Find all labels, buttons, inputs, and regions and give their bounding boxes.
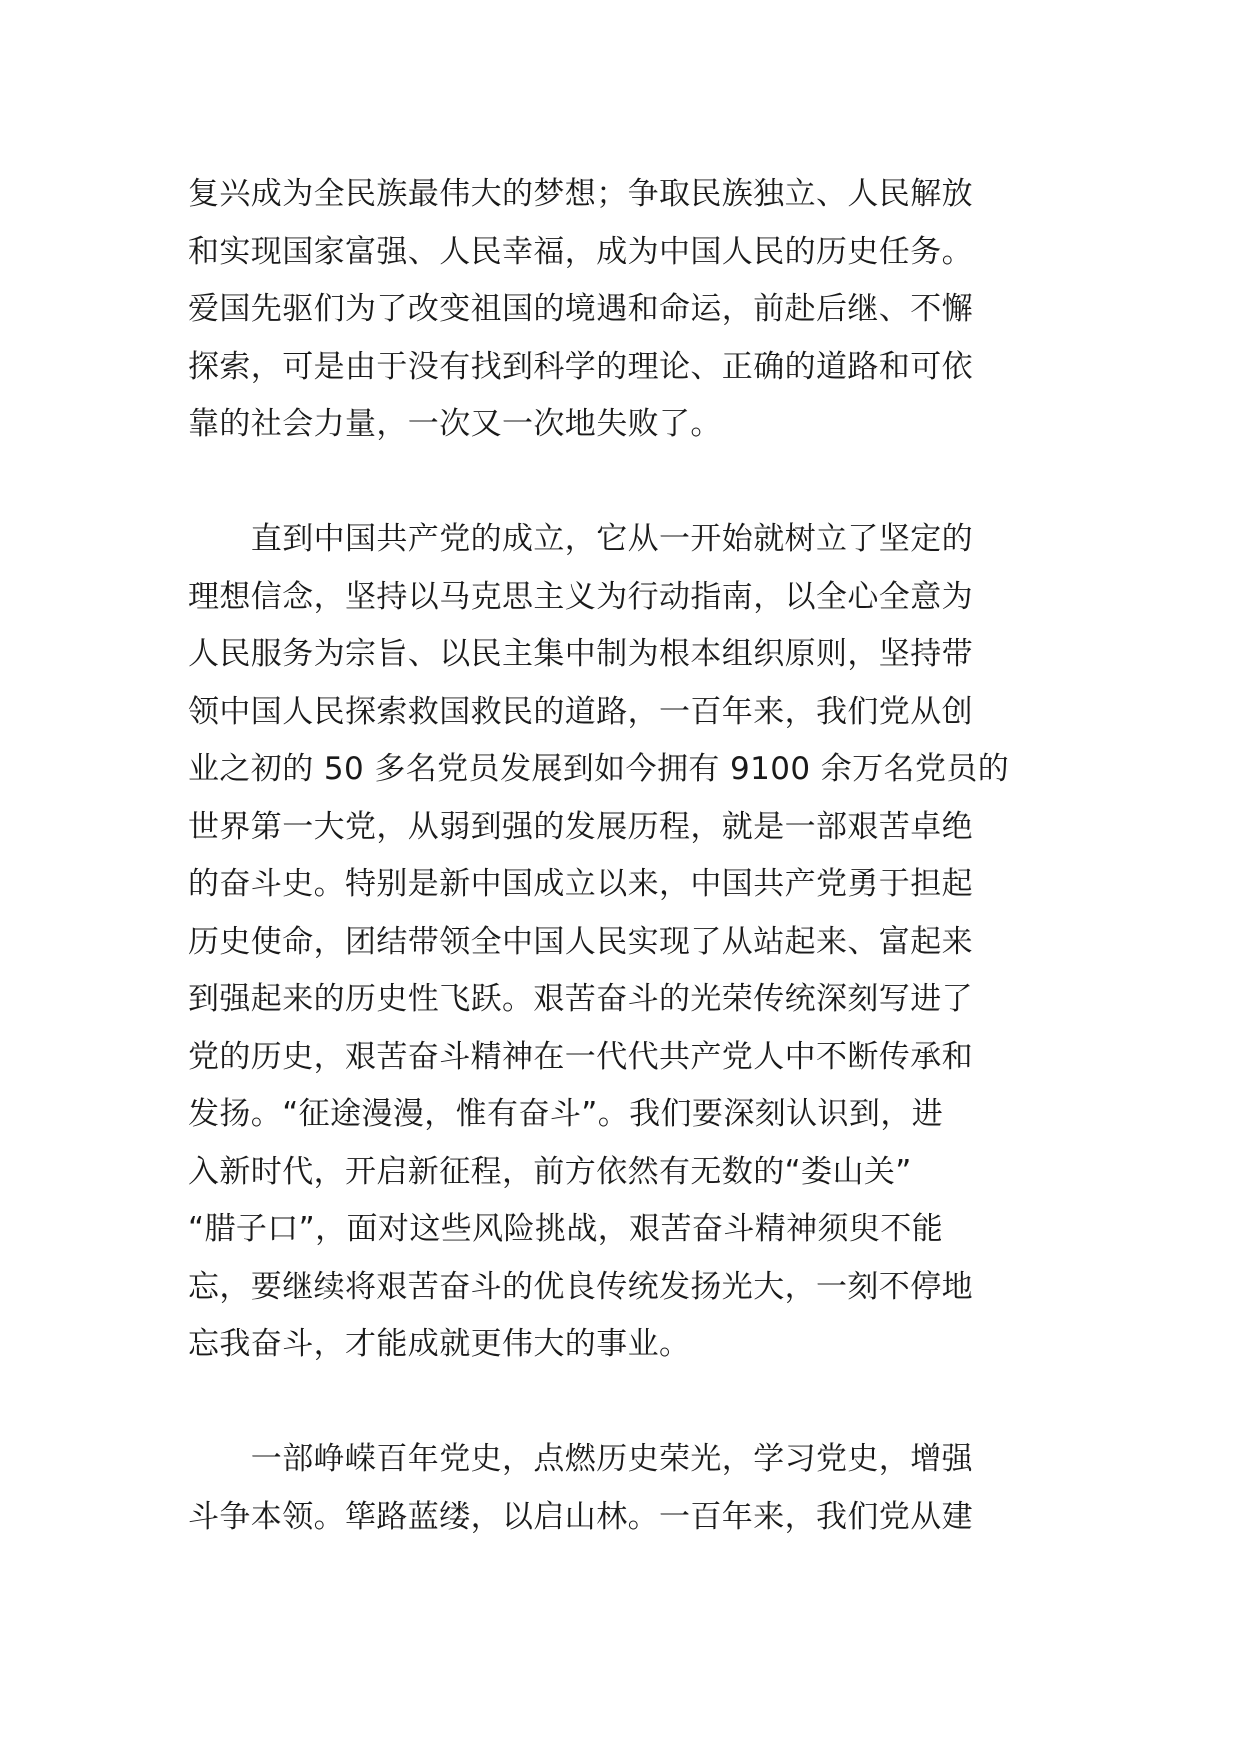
text-line: 直到中国共产党的成立，它从一开始就树立了坚定的	[188, 521, 973, 557]
paragraph-1	[188, 166, 1058, 454]
paragraph-spacer	[188, 454, 1058, 512]
document-body	[188, 166, 1058, 1546]
paragraph-spacer	[188, 1374, 1058, 1432]
text-line: 业之初的 50 多名党员发展到如今拥有 9100 余万名党员的	[188, 751, 1010, 787]
text-line: 入新时代，开启新征程，前方依然有无数的“娄山关”	[188, 1153, 912, 1190]
text-line: 领中国人民探索救国救民的道路，一百年来，我们党从创	[188, 693, 973, 730]
text-line: 发扬。“征途漫漫，惟有奋斗”。我们要深刻认识到，进	[188, 1096, 944, 1132]
text-line: 世界第一大党，从弱到强的发展历程，就是一部艰苦卓绝	[188, 808, 973, 845]
text-line: 斗争本领。筚路蓝缕，以启山林。一百年来，我们党从建	[188, 1498, 973, 1535]
text-line: 忘，要继续将艰苦奋斗的优良传统发扬光大，一刻不停地	[188, 1268, 973, 1305]
paragraph-3	[188, 1431, 1058, 1546]
text-line: 历史使命，团结带领全中国人民实现了从站起来、富起来	[188, 923, 973, 960]
text-line: 党的历史，艰苦奋斗精神在一代代共产党人中不断传承和	[188, 1038, 973, 1075]
text-line: 探索，可是由于没有找到科学的理论、正确的道路和可依	[188, 348, 973, 385]
text-line: 一部峥嵘百年党史，点燃历史荣光，学习党史，增强	[188, 1441, 973, 1477]
text-line: 靠的社会力量，一次又一次地失败了。	[188, 406, 722, 442]
text-line: 复兴成为全民族最伟大的梦想；争取民族独立、人民解放	[188, 176, 973, 212]
text-line: 和实现国家富强、人民幸福，成为中国人民的历史任务。	[188, 233, 973, 270]
text-line: 人民服务为宗旨、以民主集中制为根本组织原则，坚持带	[188, 636, 973, 672]
text-line: 理想信念，坚持以马克思主义为行动指南，以全心全意为	[188, 578, 973, 615]
text-line: 爱国先驱们为了改变祖国的境遇和命运，前赴后继、不懈	[188, 291, 973, 327]
text-line: 到强起来的历史性飞跃。艰苦奋斗的光荣传统深刻写进了	[188, 981, 973, 1017]
paragraph-2	[188, 511, 1058, 1374]
text-line: “腊子口”，面对这些风险挑战，艰苦奋斗精神须臾不能	[188, 1211, 944, 1247]
text-line: 的奋斗史。特别是新中国成立以来，中国共产党勇于担起	[188, 866, 973, 902]
text-line: 忘我奋斗，才能成就更伟大的事业。	[188, 1326, 691, 1362]
